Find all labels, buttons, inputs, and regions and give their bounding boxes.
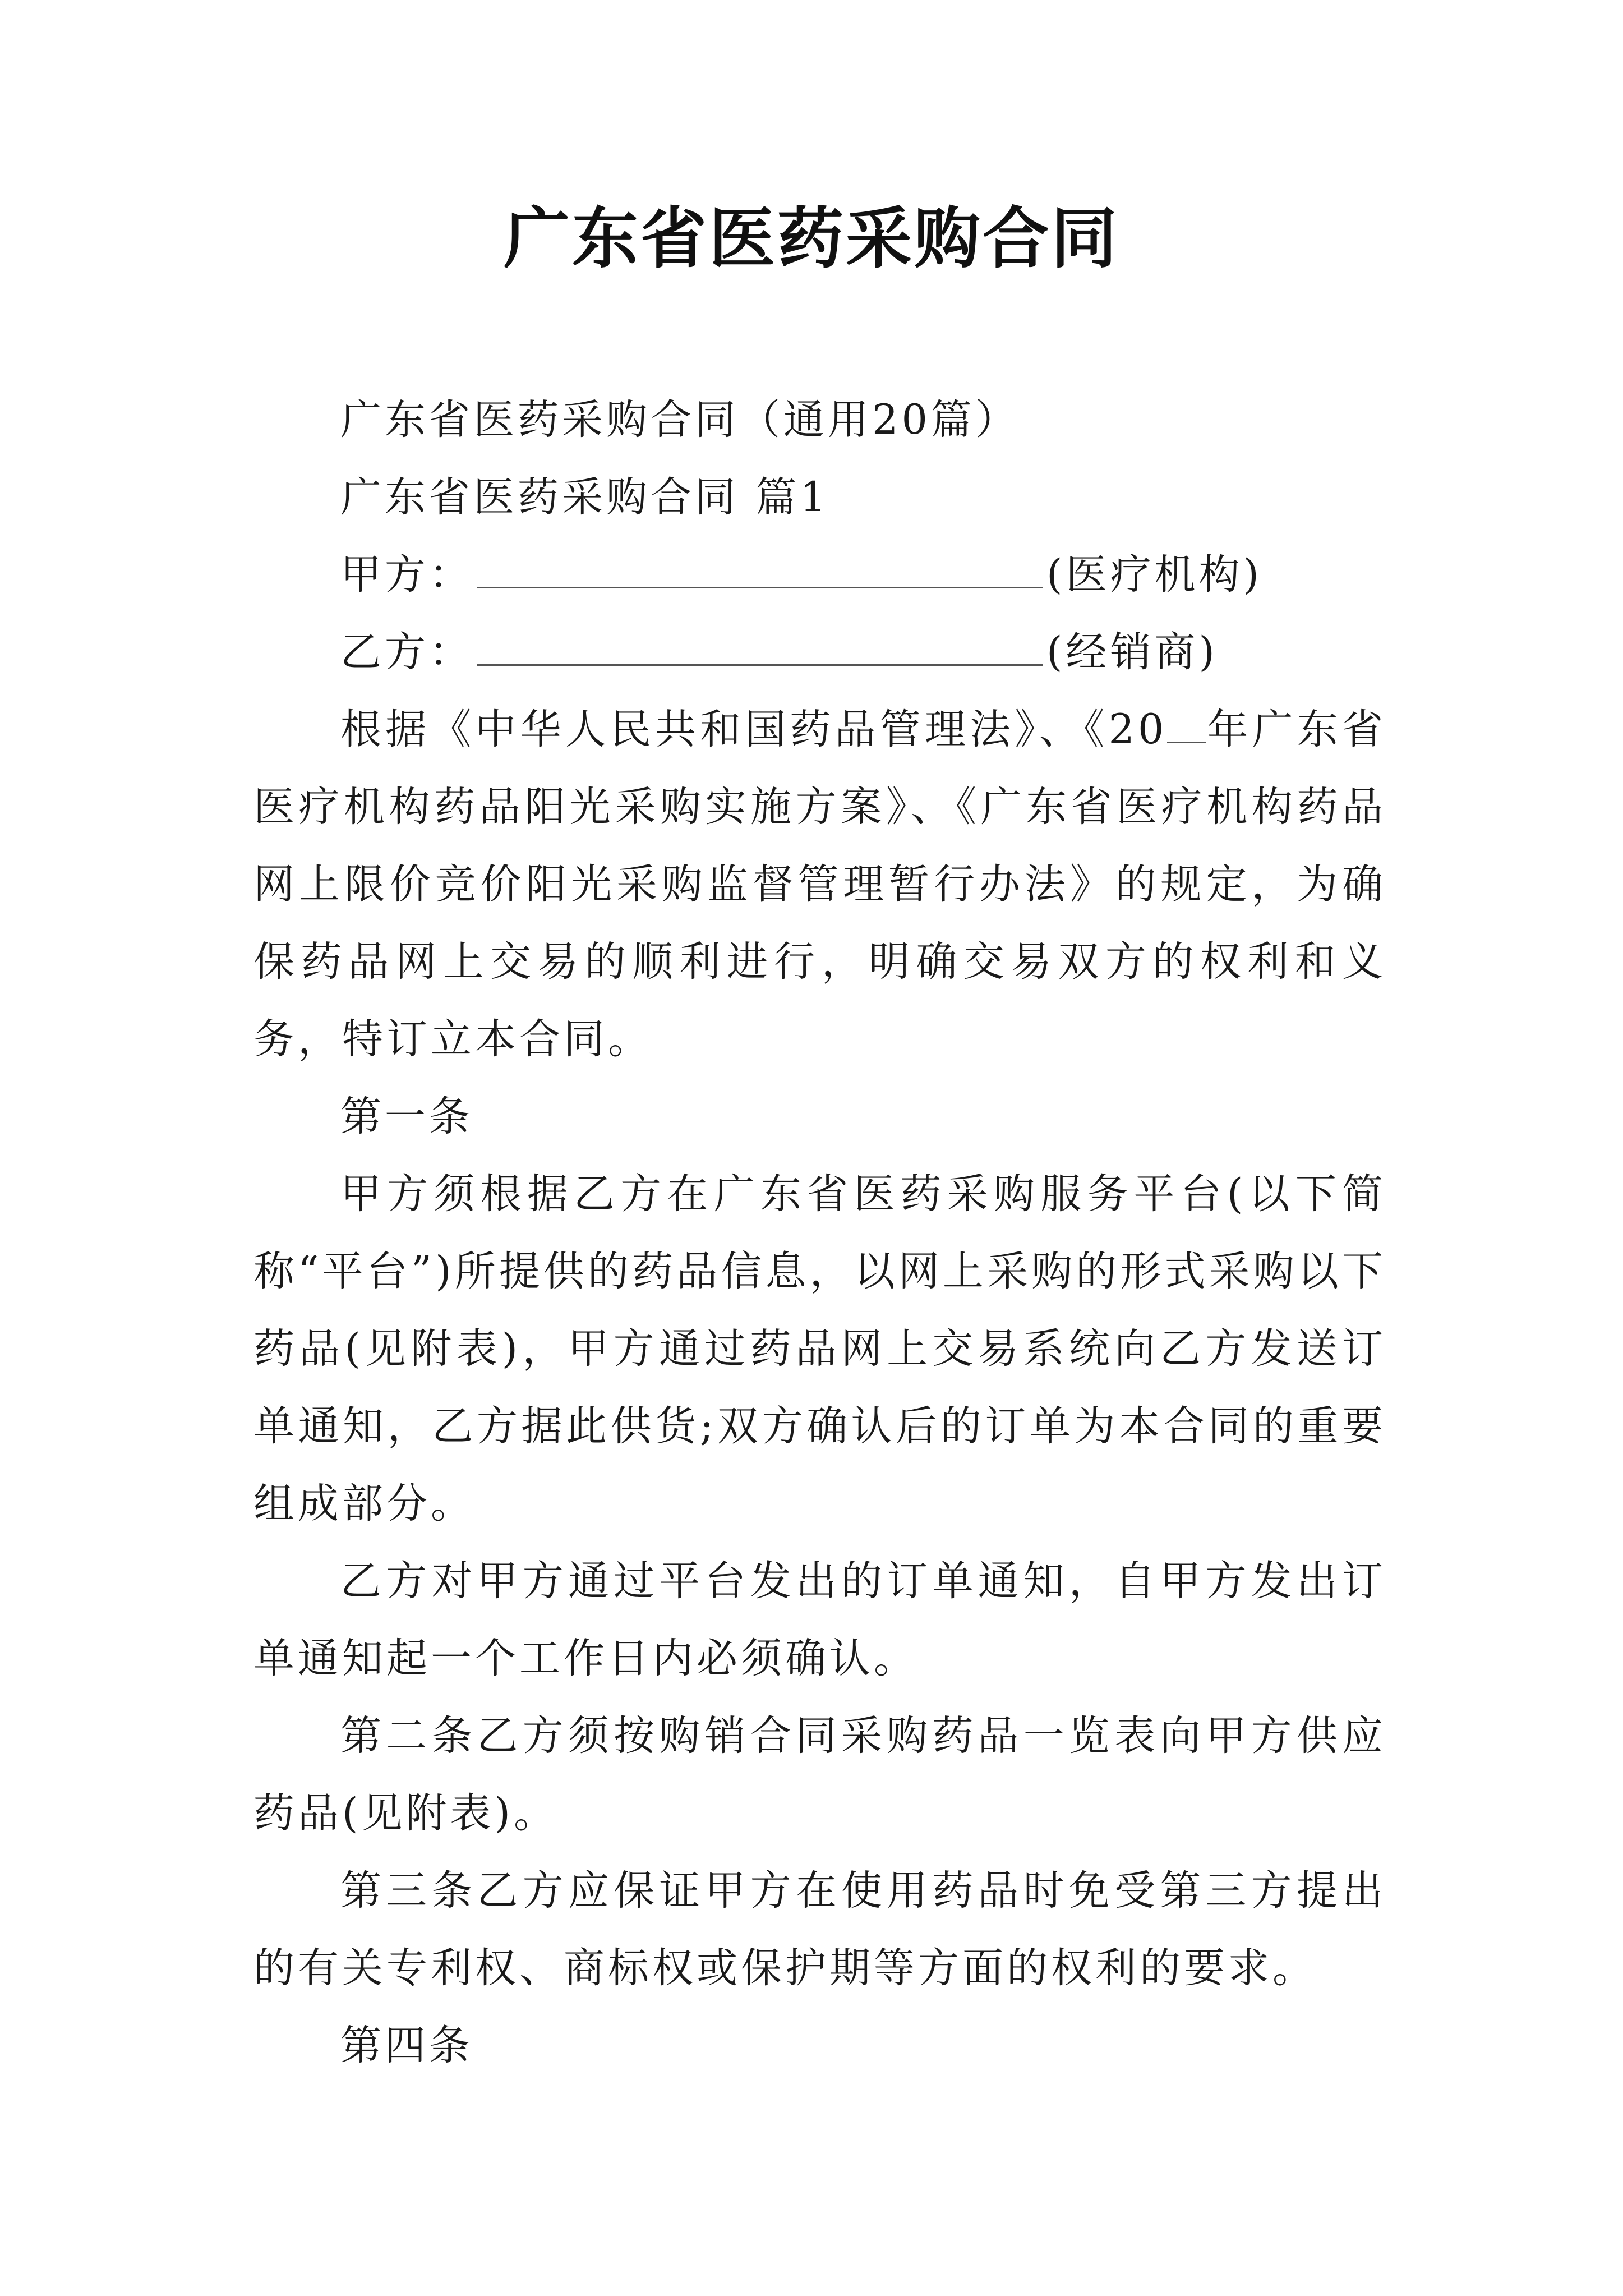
- article-1-paragraph-1: 甲方须根据乙方在广东省医药采购服务平台(以下简称“平台”)所提供的药品信息，以网上采购的形式采购以下药品(见附表)，甲方通过药品网上交易系统向乙方发送订单通知，乙方据此供货;双方确认后的订单为本合同的重要组成部分。: [253, 1170, 1386, 1527]
- section-heading: 广东省医药采购合同 篇1: [340, 473, 829, 521]
- party-a-line: [253, 536, 1386, 614]
- article-2-paragraph: 第二条乙方须按购销合同采购药品一览表向甲方供应药品(见附表)。: [253, 1712, 1386, 1837]
- party-b-line: [253, 614, 1386, 691]
- party-b-note: (经销商): [1046, 628, 1218, 676]
- document-title: 广东省医药采购合同: [503, 200, 1119, 277]
- intro-part-2: 年广东省医疗机构药品阳光采购实施方案》、《广东省医疗机构药品网上限价竞价阳光采购监督管理暂行办法》的规定，为确保药品网上交易的顺利进行，明确交易双方的权利和义务，特订立本合同。: [253, 706, 1387, 1063]
- intro-paragraph: [253, 691, 1386, 1078]
- article-1-heading: 第一条: [340, 1093, 473, 1140]
- party-a-note: (医疗机构): [1046, 551, 1262, 599]
- article-3-paragraph: 第三条乙方应保证甲方在使用药品时免受第三方提出的有关专利权、商标权或保护期等方面的权利的要求。: [253, 1867, 1386, 1992]
- intro-part-1: 根据《中华人民共和国药品管理法》、《20: [340, 706, 1168, 753]
- year-blank: [1167, 706, 1206, 743]
- article-4-heading: 第四条: [340, 2022, 473, 2069]
- party-a-blank: [477, 542, 1043, 588]
- party-a-label: 甲方：: [340, 551, 473, 599]
- document-subtitle: 广东省医药采购合同（通用20篇）: [340, 396, 1020, 444]
- party-b-label: 乙方：: [340, 628, 473, 676]
- article-1-paragraph-2: 乙方对甲方通过平台发出的订单通知，自甲方发出订单通知起一个工作日内必须确认。: [253, 1557, 1386, 1682]
- party-b-blank: [477, 619, 1043, 666]
- document-body: [253, 381, 1386, 2085]
